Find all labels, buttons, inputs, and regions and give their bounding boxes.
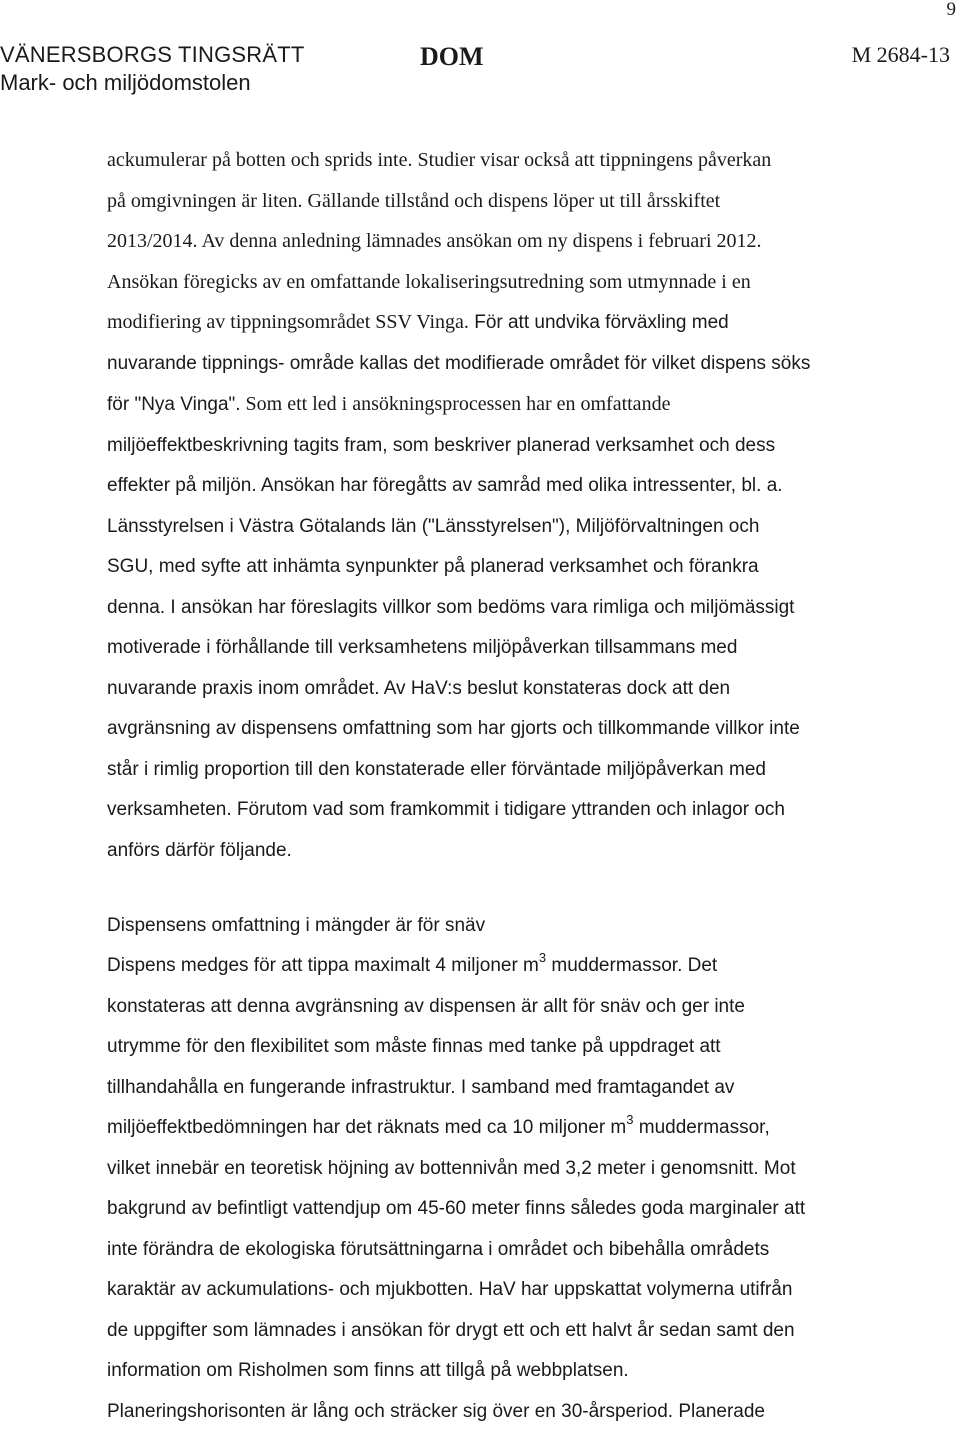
text-line: denna. I ansökan har föreslagits villkor som bedöms vara rimliga och miljömässigt — [107, 588, 897, 629]
section-heading-text: Dispensens omfattning i mängder är för snäv — [107, 906, 897, 947]
text-line: nuvarande tippnings- område kallas det modifierade området för vilket dispens söks — [107, 344, 897, 385]
text-line: 2013/2014. Av denna anledning lämnades ansökan om ny dispens i februari 2012. — [107, 221, 897, 262]
text-line — [107, 1108, 897, 1149]
court-division: Mark- och miljödomstolen — [0, 70, 251, 96]
text-line: Länsstyrelsen i Västra Götalands län ("Länsstyrelsen"), Miljöförvaltningen och — [107, 507, 897, 548]
page-number: 9 — [947, 0, 957, 20]
text-line: SGU, med syfte att inhämta synpunkter på planerad verksamhet och förankra — [107, 547, 897, 588]
superscript: 3 — [539, 950, 546, 965]
text-segment: För att undvika förväxling med — [469, 312, 729, 333]
text-segment: muddermassor, — [634, 1117, 770, 1138]
text-line: på omgivningen är liten. Gällande tillstånd och dispens löper ut till årsskiftet — [107, 181, 897, 222]
text-line: tillhandahålla en fungerande infrastruktur. I samband med framtagandet av — [107, 1068, 897, 1109]
text-segment: Som ett led i ansökningsprocessen har en omfattande — [241, 393, 671, 415]
text-line — [107, 302, 897, 344]
superscript: 3 — [626, 1112, 633, 1127]
text-line: karaktär av ackumulations- och mjukbotten. HaV har uppskattat volymerna utifrån — [107, 1270, 897, 1311]
text-line: anförs därför följande. — [107, 831, 897, 872]
court-name: VÄNERSBORGS TINGSRÄTT — [0, 42, 305, 68]
text-line: utrymme för den flexibilitet som måste finnas med tanke på uppdraget att — [107, 1027, 897, 1068]
case-number: M 2684-13 — [852, 42, 950, 68]
text-line: ackumulerar på botten och sprids inte. Studier visar också att tippningens påverkan — [107, 140, 897, 181]
text-line: de uppgifter som lämnades i ansökan för drygt ett och ett halvt år sedan samt den — [107, 1311, 897, 1352]
text-line: avgränsning av dispensens omfattning som har gjorts och tillkommande villkor inte — [107, 709, 897, 750]
text-line — [107, 384, 897, 426]
section-heading — [107, 906, 897, 947]
text-segment: modifiering av tippningsområdet SSV Vinga. — [107, 311, 469, 333]
text-line: effekter på miljön. Ansökan har föregåtts av samråd med olika intressenter, bl. a. — [107, 466, 897, 507]
text-segment: muddermassor. Det — [546, 955, 717, 976]
text-line: inte förändra de ekologiska förutsättningarna i området och bibehålla områdets — [107, 1230, 897, 1271]
text-line: vilket innebär en teoretisk höjning av bottennivån med 3,2 meter i genomsnitt. Mot — [107, 1149, 897, 1190]
text-segment: Dispens medges för att tippa maximalt 4 miljoner m — [107, 955, 539, 976]
body-paragraph — [107, 946, 897, 1432]
body-paragraph — [107, 140, 897, 871]
text-segment: för "Nya Vinga". — [107, 394, 241, 415]
document-type: DOM — [420, 42, 484, 72]
text-line: bakgrund av befintligt vattendjup om 45-60 meter finns således goda marginaler att — [107, 1189, 897, 1230]
text-line: miljöeffektbeskrivning tagits fram, som beskriver planerad verksamhet och dess — [107, 426, 897, 467]
text-line: Planeringshorisonten är lång och sträcker sig över en 30-årsperiod. Planerade — [107, 1392, 897, 1432]
text-line: motiverade i förhållande till verksamhetens miljöpåverkan tillsammans med — [107, 628, 897, 669]
text-line: nuvarande praxis inom området. Av HaV:s beslut konstateras dock att den — [107, 669, 897, 710]
text-segment: miljöeffektbedömningen har det räknats med ca 10 miljoner m — [107, 1117, 626, 1138]
text-line: står i rimlig proportion till den konstaterade eller förväntade miljöpåverkan med — [107, 750, 897, 791]
text-line: Ansökan föregicks av en omfattande lokaliseringsutredning som utmynnade i en — [107, 262, 897, 303]
text-line: information om Risholmen som finns att tillgå på webbplatsen. — [107, 1351, 897, 1392]
text-line — [107, 946, 897, 987]
text-line: konstateras att denna avgränsning av dispensen är allt för snäv och ger inte — [107, 987, 897, 1028]
document-header — [0, 42, 950, 98]
text-line: verksamheten. Förutom vad som framkommit i tidigare yttranden och inlagor och — [107, 790, 897, 831]
